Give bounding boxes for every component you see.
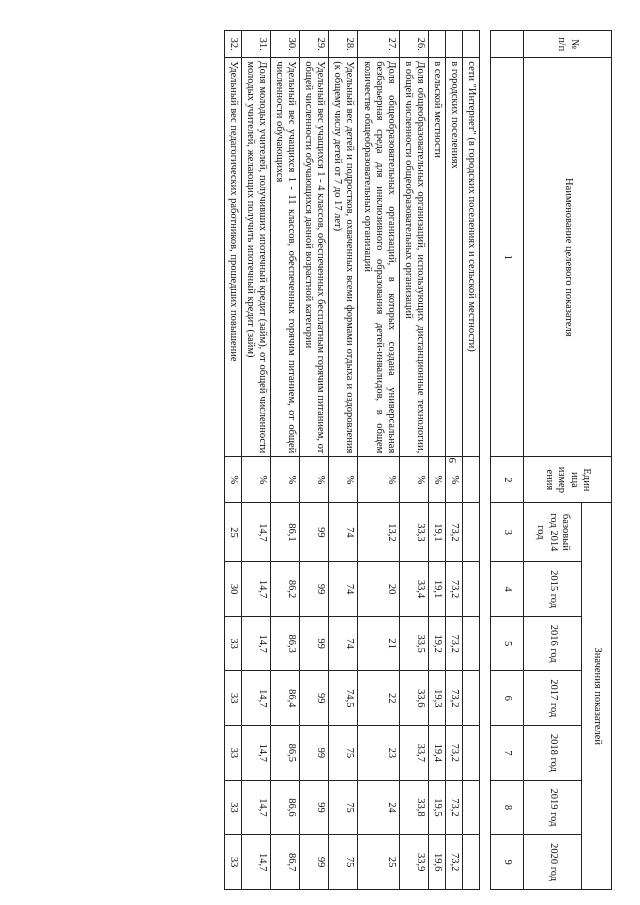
header-year: 2018 год [524, 726, 582, 781]
value-cell: 14,7 [242, 726, 271, 781]
rotated-table-container [196, 30, 612, 890]
table-row [462, 31, 479, 890]
value-cell: 19,4 [428, 726, 445, 781]
value-cell: 20 [358, 562, 399, 617]
value-cell: 25 [358, 835, 399, 890]
value-cell: 75 [329, 835, 358, 890]
row-number: 28. [329, 31, 358, 58]
value-cell: 14,7 [242, 616, 271, 671]
indicators-table [224, 30, 612, 890]
index-cell: 2 [491, 457, 524, 503]
header-year: 2019 год [524, 780, 582, 835]
row-number [445, 31, 462, 58]
header-year: 2017 год [524, 671, 582, 726]
value-cell: 14,7 [242, 503, 271, 562]
unit-cell: % [445, 457, 462, 503]
table-row [300, 31, 329, 890]
value-cell [462, 562, 479, 617]
unit-cell: % [399, 457, 428, 503]
indicator-name: Удельный вес педагогических работников, прошедших повышение [224, 58, 241, 457]
table-row [271, 31, 300, 890]
row-number [428, 31, 445, 58]
value-cell: 73,2 [445, 616, 462, 671]
unit-cell: % [329, 457, 358, 503]
value-cell: 33,4 [399, 562, 428, 617]
row-number: 26. [399, 31, 428, 58]
page-number: 9 [447, 457, 459, 463]
value-cell: 86,1 [271, 503, 300, 562]
index-cell: 6 [491, 671, 524, 726]
value-cell: 75 [329, 726, 358, 781]
unit-cell: % [358, 457, 399, 503]
value-cell: 13,2 [358, 503, 399, 562]
value-cell: 74 [329, 562, 358, 617]
value-cell [462, 616, 479, 671]
value-cell: 22 [358, 671, 399, 726]
unit-cell: % [224, 457, 241, 503]
value-cell: 14,7 [242, 562, 271, 617]
value-cell: 74 [329, 616, 358, 671]
row-number: 32. [224, 31, 241, 58]
column-index-row [491, 31, 524, 890]
value-cell: 21 [358, 616, 399, 671]
indicator-name: сети "Интернет" (в городских поселениях и сельской местности) [462, 58, 479, 457]
value-cell: 99 [300, 671, 329, 726]
value-cell: 33,8 [399, 780, 428, 835]
value-cell [462, 835, 479, 890]
table-row [445, 31, 462, 890]
value-cell: 73,2 [445, 503, 462, 562]
value-cell: 14,7 [242, 671, 271, 726]
value-cell: 73,2 [445, 562, 462, 617]
table-body [224, 31, 479, 890]
value-cell: 14,7 [242, 835, 271, 890]
value-cell: 75 [329, 780, 358, 835]
value-cell: 19,6 [428, 835, 445, 890]
table-row [329, 31, 358, 890]
value-cell: 19,3 [428, 671, 445, 726]
unit-cell: % [428, 457, 445, 503]
header-year: базовый год 2014 год [524, 503, 582, 562]
row-number: 30. [271, 31, 300, 58]
unit-cell: % [242, 457, 271, 503]
value-cell: 33,3 [399, 503, 428, 562]
indicator-name: Удельный вес детей и подростков, охваченных всеми формами отдыха и оздоровления (к общему числу детей от 7 до 17 лет) [329, 58, 358, 457]
value-cell: 25 [224, 503, 241, 562]
table-row [358, 31, 399, 890]
value-cell: 19,1 [428, 503, 445, 562]
indicator-name: Удельный вес учащихся 1 - 11 классов, обеспеченных горячим питанием, от общей численности обучающихся [271, 58, 300, 457]
value-cell: 33 [224, 616, 241, 671]
value-cell [462, 726, 479, 781]
header-year: 2020 год [524, 835, 582, 890]
header-num: № п/п [524, 31, 612, 58]
row-number: 31. [242, 31, 271, 58]
value-cell [462, 503, 479, 562]
header-unit: Един ица измер ения [524, 457, 612, 503]
indicator-name: в сельской местности [428, 58, 445, 457]
value-cell: 99 [300, 780, 329, 835]
table-row [399, 31, 428, 890]
index-cell: 9 [491, 835, 524, 890]
value-cell: 99 [300, 835, 329, 890]
index-cell: 7 [491, 726, 524, 781]
index-cell: 4 [491, 562, 524, 617]
header-values-group: Значения показателей [582, 503, 612, 890]
header-name: Наименование целевого показателя [524, 58, 612, 457]
indicator-name: Удельный вес учащихся 1 - 4 классов, обеспеченных бесплатным горячим питанием, от общей численности обучающихся данной возрастной категории [300, 58, 329, 457]
value-cell: 73,2 [445, 726, 462, 781]
value-cell: 33 [224, 726, 241, 781]
value-cell [462, 780, 479, 835]
value-cell: 74,5 [329, 671, 358, 726]
indicator-name: в городских поселениях [445, 58, 462, 457]
value-cell: 86,6 [271, 780, 300, 835]
value-cell: 33,6 [399, 671, 428, 726]
value-cell: 74 [329, 503, 358, 562]
indicator-name: Доля общеобразовательных организаций, в которых создана универсальная безбарьерная среда для инклюзивного образования детей-инвалидов, в общем количестве общеобразовательных организаций [358, 58, 399, 457]
value-cell: 73,2 [445, 671, 462, 726]
row-number: 27. [358, 31, 399, 58]
value-cell: 33,7 [399, 726, 428, 781]
index-cell: 1 [491, 58, 524, 457]
header-year: 2015 год [524, 562, 582, 617]
value-cell: 86,3 [271, 616, 300, 671]
unit-cell [462, 457, 479, 503]
row-number: 29. [300, 31, 329, 58]
value-cell: 73,2 [445, 835, 462, 890]
value-cell: 24 [358, 780, 399, 835]
table-row [224, 31, 241, 890]
value-cell: 86,5 [271, 726, 300, 781]
value-cell: 99 [300, 726, 329, 781]
value-cell: 33 [224, 780, 241, 835]
value-cell: 86,7 [271, 835, 300, 890]
value-cell: 99 [300, 503, 329, 562]
value-cell: 14,7 [242, 780, 271, 835]
value-cell: 99 [300, 562, 329, 617]
value-cell [462, 671, 479, 726]
value-cell: 33 [224, 671, 241, 726]
value-cell: 99 [300, 616, 329, 671]
index-cell: 3 [491, 503, 524, 562]
table-gap [480, 31, 491, 890]
value-cell: 19,2 [428, 616, 445, 671]
index-cell [491, 31, 524, 58]
table-row [242, 31, 271, 890]
value-cell: 30 [224, 562, 241, 617]
unit-cell: % [271, 457, 300, 503]
indicator-name: Доля молодых учителей, получивших ипотечный кредит (займ), от общей численности молодых учителей, желающих получить ипотечный кредит (займ) [242, 58, 271, 457]
value-cell: 19,5 [428, 780, 445, 835]
row-number [462, 31, 479, 58]
value-cell: 23 [358, 726, 399, 781]
table-row [428, 31, 445, 890]
value-cell: 33,9 [399, 835, 428, 890]
value-cell: 33 [224, 835, 241, 890]
value-cell: 33,5 [399, 616, 428, 671]
indicator-name: Доля общеобразовательных организаций, использующих дистанционные технологии, в общей численности общеобразовательных организаций [399, 58, 428, 457]
header-year: 2016 год [524, 616, 582, 671]
value-cell: 86,2 [271, 562, 300, 617]
index-cell: 8 [491, 780, 524, 835]
value-cell: 86,4 [271, 671, 300, 726]
index-cell: 5 [491, 616, 524, 671]
value-cell: 19,1 [428, 562, 445, 617]
unit-cell: % [300, 457, 329, 503]
value-cell: 73,2 [445, 780, 462, 835]
